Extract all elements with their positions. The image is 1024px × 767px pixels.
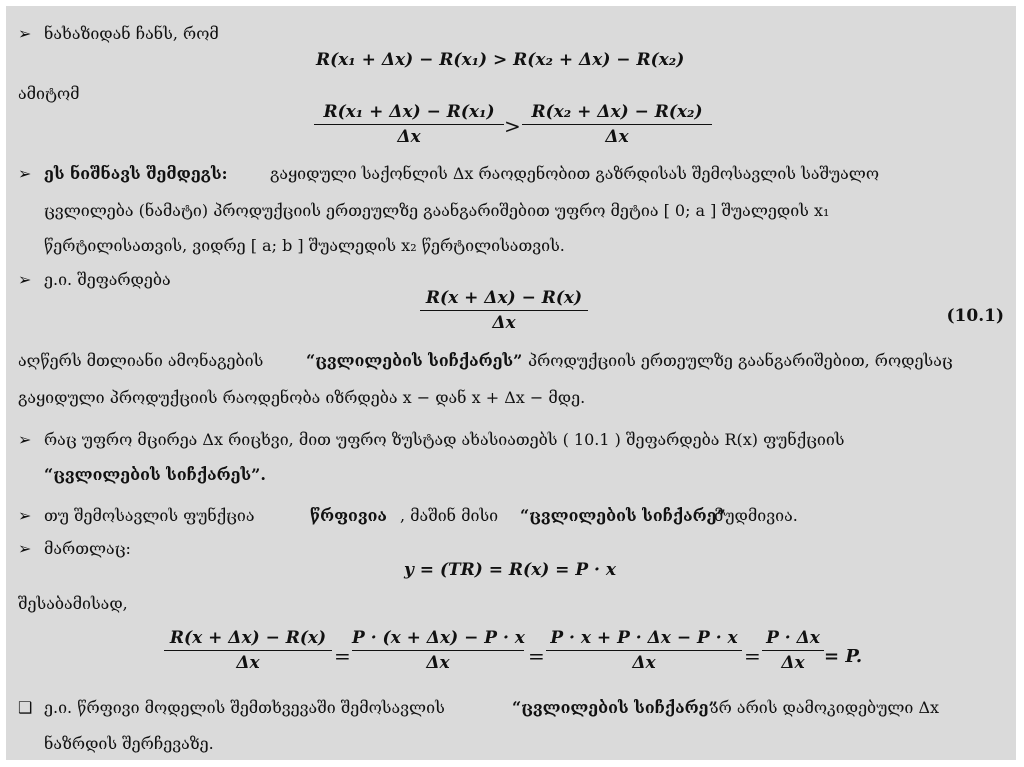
paragraph-text: ამიტომ bbox=[18, 84, 80, 103]
paragraph-line-1: რაც უფრო მცირეა Δx რიცხვი, მით უფრო ზუსტად ახასიათებს ( 10.1 ) შეფარდება R(x) ფუნქციის bbox=[44, 430, 845, 449]
slide bbox=[6, 6, 1016, 760]
fraction-bar bbox=[522, 124, 712, 125]
fraction-denominator: Δx bbox=[781, 653, 805, 673]
paragraph-text-b: არ არის დამოკიდებული Δx bbox=[710, 698, 940, 717]
fraction-bar bbox=[314, 124, 504, 125]
fraction-right bbox=[522, 102, 712, 147]
paragraph-text-a: ე.ი. წრფივი მოდელის შემთხვევაში შემოსავლის bbox=[44, 698, 445, 717]
fraction-bar bbox=[762, 650, 824, 651]
equals-sign: = bbox=[744, 644, 761, 668]
fraction-ratio bbox=[420, 288, 588, 333]
fraction-denominator: Δx bbox=[632, 653, 656, 673]
equation-result: = P. bbox=[824, 646, 863, 667]
fraction-4 bbox=[762, 628, 824, 673]
fraction-denominator: Δx bbox=[492, 313, 516, 333]
fraction-3 bbox=[546, 628, 742, 673]
paragraph-text-a: აღწერს მთლიანი ამონაგების bbox=[18, 351, 264, 370]
fraction-denominator: Δx bbox=[397, 127, 421, 147]
paragraph-text: მართლაც: bbox=[44, 539, 131, 558]
fraction-left bbox=[314, 102, 504, 147]
greater-than-sign: > bbox=[504, 114, 521, 138]
fraction-bar bbox=[546, 650, 742, 651]
checkbox-bullet-icon: ❑ bbox=[18, 698, 33, 717]
paragraph-line-2: ცვლილება (ნამატი) პროდუქციის ერთეულზე გაანგარიშებით უფრო მეტია [ 0; a ] შუალედის x₁ bbox=[44, 201, 830, 220]
bullet-arrow-icon: ➢ bbox=[18, 430, 32, 449]
paragraph-text: შესაბამისად, bbox=[18, 594, 128, 613]
fraction-numerator: P · Δx bbox=[766, 628, 820, 648]
bullet-arrow-icon: ➢ bbox=[18, 539, 32, 558]
paragraph-text: ნახაზიდან ჩანს, რომ bbox=[44, 24, 219, 43]
fraction-bar bbox=[352, 650, 524, 651]
equation-number: (10.1) bbox=[946, 306, 1004, 326]
paragraph-text-b: პროდუქციის ერთეულზე გაანგარიშებით, როდესაც bbox=[528, 351, 953, 370]
bullet-arrow-icon: ➢ bbox=[18, 270, 32, 289]
fraction-numerator: R(x₂ + Δx) − R(x₂) bbox=[531, 102, 703, 122]
quoted-term: “ცვლილების სიჩქარეს”. bbox=[44, 465, 266, 484]
paragraph-line-2: ნაზრდის შერჩევაზე. bbox=[44, 734, 214, 753]
fraction-numerator: R(x + Δx) − R(x) bbox=[169, 628, 327, 648]
fraction-denominator: Δx bbox=[236, 653, 260, 673]
fraction-2 bbox=[352, 628, 524, 673]
fraction-numerator: R(x₁ + Δx) − R(x₁) bbox=[323, 102, 495, 122]
equals-sign: = bbox=[334, 644, 351, 668]
paragraph-lead: ეს ნიშნავს შემდეგს: bbox=[44, 164, 228, 183]
paragraph-text: ე.ი. შეფარდება bbox=[44, 270, 171, 289]
quoted-term: “ცვლილების სიჩქარე” bbox=[512, 698, 718, 717]
equation-revenue: y = (TR) = R(x) = P · x bbox=[404, 560, 617, 580]
paragraph-line-3: წერტილისათვის, ვიდრე [ a; b ] შუალედის x₂ წერტილისათვის. bbox=[44, 236, 565, 255]
quoted-term: “ცვლილების სიჩქარეს” bbox=[306, 351, 523, 370]
fraction-numerator: P · x + P · Δx − P · x bbox=[550, 628, 738, 648]
fraction-denominator: Δx bbox=[426, 653, 450, 673]
paragraph-text-a: თუ შემოსავლის ფუნქცია bbox=[44, 506, 255, 525]
fraction-numerator: R(x + Δx) − R(x) bbox=[425, 288, 583, 308]
paragraph-text-c: , მაშინ მისი bbox=[400, 506, 499, 525]
quoted-term: “ცვლილების სიჩქარე” bbox=[520, 506, 726, 525]
equation-inequality: R(x₁ + Δx) − R(x₁) > R(x₂ + Δx) − R(x₂) bbox=[316, 50, 685, 70]
bullet-arrow-icon: ➢ bbox=[18, 506, 32, 525]
fraction-denominator: Δx bbox=[605, 127, 629, 147]
bullet-arrow-icon: ➢ bbox=[18, 164, 32, 183]
paragraph-text-e: მუდმივია. bbox=[714, 506, 798, 525]
fraction-1 bbox=[164, 628, 332, 673]
fraction-bar bbox=[420, 310, 588, 311]
fraction-numerator: P · (x + Δx) − P · x bbox=[352, 628, 525, 648]
fraction-bar bbox=[164, 650, 332, 651]
paragraph-line-2: გაყიდული პროდუქციის რაოდენობა იზრდება x − დან x + Δx − მდე. bbox=[18, 388, 586, 407]
bullet-arrow-icon: ➢ bbox=[18, 24, 32, 43]
paragraph-line-1: გაყიდული საქონლის Δx რაოდენობით გაზრდისას შემოსავლის საშუალო bbox=[270, 164, 880, 183]
equals-sign: = bbox=[528, 644, 545, 668]
bold-term: წრფივია bbox=[310, 506, 387, 525]
